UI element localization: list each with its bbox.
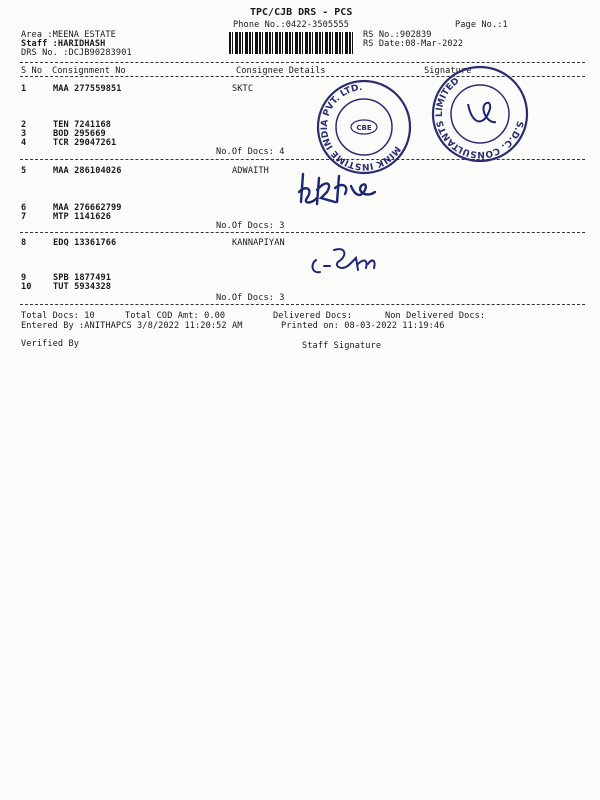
page-number: Page No.:1 [455,20,508,30]
stamp1-ring-text: MINK INSTIME INDIA PVT. LTD. [319,83,402,172]
row-sno: 10 [21,282,32,292]
consignee-name: KANNAPIYAN [232,238,285,248]
delivered-docs: Delivered Docs: [273,311,353,321]
row-sno: 2 [21,120,27,130]
signature-adwaith [295,168,415,218]
drs-number: DRS No. :DCJB90283901 [21,48,132,58]
row-sno: 5 [21,166,27,176]
col-consignee: Consignee Details [236,66,326,76]
col-consignment: Consignment No [52,66,126,76]
row-consignment: EDQ 13361766 [53,238,117,248]
row-consignment: TUT 5934328 [53,282,112,292]
row-sno: 4 [21,138,27,148]
rs-number: RS No.:902839 [363,30,432,40]
docs-count: No.Of Docs: 3 [216,221,285,231]
rs-date: RS Date:08-Mar-2022 [363,39,464,49]
row-consignment: TEN 7241168 [53,120,112,130]
col-signature: Signature [424,66,472,76]
verified-by: Verified By [21,339,80,349]
row-sno: 8 [21,238,27,248]
consignee-name: SKTC [232,84,254,94]
row-consignment: SPB 1877491 [53,273,112,283]
total-cod: Total COD Amt: 0.00 [125,311,226,321]
col-sno: S No [21,66,43,76]
phone-number: Phone No.:0422-3505555 [233,20,350,30]
docs-count: No.Of Docs: 4 [216,147,285,157]
row-sno: 9 [21,273,27,283]
row-consignment: TCR 29047261 [53,138,117,148]
row-sno: 3 [21,129,27,139]
consignee-name: ADWAITH [232,166,269,176]
row-consignment: BOD 295669 [53,129,106,139]
staff-label: Staff :HARIDHASH [21,39,106,49]
staff-signature-label: Staff Signature [302,341,382,351]
total-docs: Total Docs: 10 [21,311,95,321]
row-sno: 1 [21,84,27,94]
row-sno: 6 [21,203,27,213]
company-stamp [315,78,413,176]
svg-text:S.D.C. CONSULTANTS LIMITED [430,74,530,164]
printed-on: Printed on: 08-03-2022 11:19:46 [281,321,445,331]
stamp1-center-text: CBE [356,124,372,132]
row-consignment: MAA 277559851 [53,84,122,94]
divider [20,62,585,63]
divider [20,232,585,233]
signature-kannapiyan [306,242,386,284]
entered-by: Entered By :ANITHAPCS 3/8/2022 11:20:52 AM [21,321,243,331]
non-delivered-docs: Non Delivered Docs: [385,311,486,321]
divider [20,304,585,305]
row-consignment: MTP 1141626 [53,212,112,222]
area-label: Area :MEENA ESTATE [21,30,116,40]
row-consignment: MAA 276662799 [53,203,122,213]
stamp2-ring-text: S.D.C. CONSULTANTS LIMITED [434,76,525,160]
row-consignment: MAA 286104026 [53,166,122,176]
row-sno: 7 [21,212,27,222]
barcode [229,32,355,54]
docs-count: No.Of Docs: 3 [216,293,285,303]
consultant-stamp [430,64,530,164]
document-title: TPC/CJB DRS - PCS [250,7,353,18]
